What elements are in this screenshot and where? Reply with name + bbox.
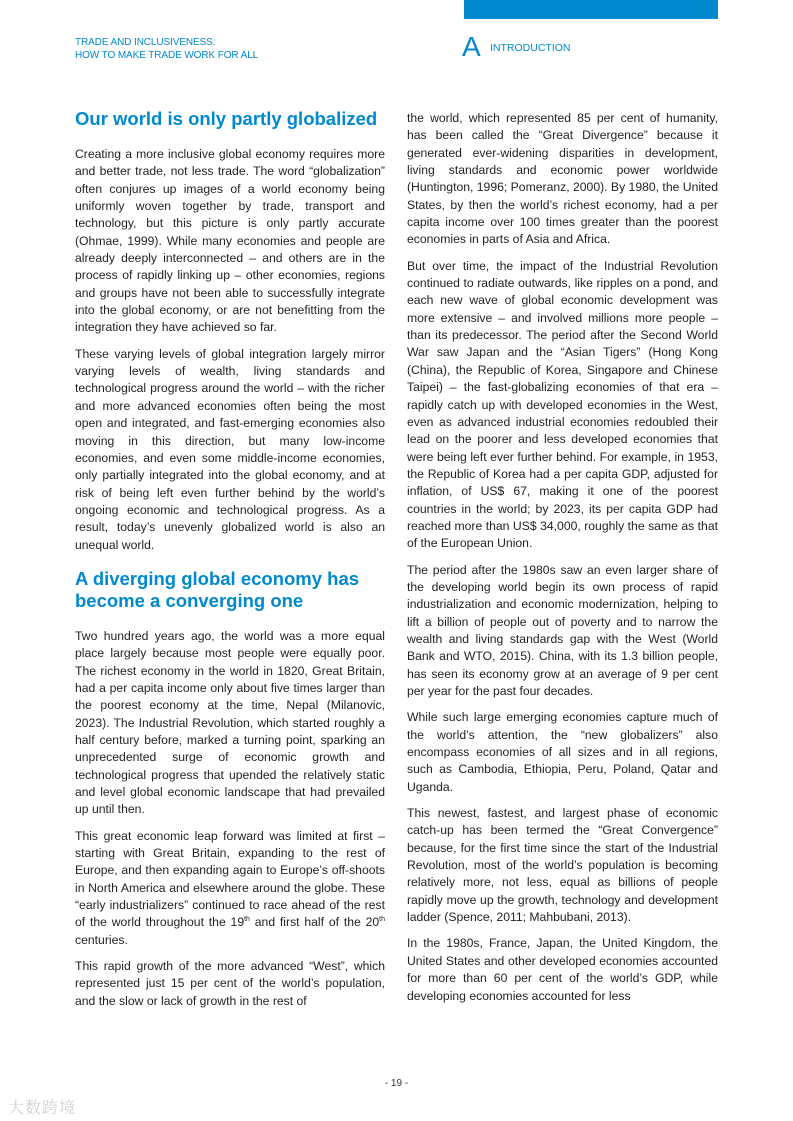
- report-title: [75, 37, 258, 62]
- superscript: th: [244, 916, 250, 924]
- right-column: [407, 110, 718, 1014]
- watermark-logo: 大数跨境: [8, 1100, 77, 1117]
- text-run: centuries.: [75, 932, 128, 947]
- paragraph: In the 1980s, France, Japan, the United Kingdom, the United States and other developed economies accounted for more than 60 per cent of the world’s GDP, while developing economies accounted for less: [407, 936, 718, 1003]
- paragraph: The period after the 1980s saw an even larger share of the developing world begin its own process of rapid industrialization and economic modernization, helping to lift a billion of people out of poverty and to narrow the wealth and living standards gap with the West (World Bank and WTO, 2015). China, with its 1.3 billion people, has seen its economy grow at an average of 9 per cent per year for the past four decades.: [407, 562, 718, 698]
- paragraph: [75, 828, 385, 949]
- paragraph: These varying levels of global integration largely mirror varying levels of wealth, living standards and technological progress around the world – with the richer and more advanced economies often being the most open and integrated, and fast-emerging economies also moving in this direction, but many low-income economies, and even some middle-income economies, only partially integrated into the global economy, and at risk of being left even further behind by the world’s ongoing economic and technological progress. As a result, today’s unevenly globalized world is also an unequal world.: [75, 346, 385, 552]
- superscript: th: [379, 916, 385, 924]
- paragraph: the world, which represented 85 per cent of humanity, has been called the “Great Divergence” because it generated ever-widening disparities in development, living standards and economic power worldwide (Huntington, 1996; Pomeranz, 2000). By 1980, the United States, by then the world’s richest economy, had a per capita income over 100 times greater than the poorest economies in parts of Asia and Africa.: [407, 111, 718, 247]
- report-title-line1: TRADE AND INCLUSIVENESS:: [75, 37, 216, 48]
- heading-diverging-economy: A diverging global economy has become a converging one: [75, 567, 360, 611]
- left-column: [75, 108, 385, 1019]
- paragraph: Creating a more inclusive global economy requires more and better trade, not less trade. The word “globalization” often conjures up images of a world economy being uniformly woven together by trade, transport and technology, but this picture is only partly accurate (Ohmae, 1999). While many economies and people are already deeply interconnected – and others are in the process of rapidly linking up – other economies, regions and groups have not been able to successfully integrate into the global economy, or are not benefitting from the integration they have achieved so far.: [75, 147, 385, 335]
- paragraph: This newest, fastest, and largest phase of economic catch-up has been termed the “Great Convergence” because, for the first time since the start of the Industrial Revolution, most of the world’s population is becoming relatively more, not less, equal as billions of people rapidly move up the growth, technology and development ladder (Spence, 2011; Mahbubani, 2013).: [407, 806, 718, 925]
- paragraph: Two hundred years ago, the world was a more equal place largely because most people were equally poor. The richest economy in the world in 1820, Great Britain, had a per capita income only about five times larger than the poorest economy at the time, Nepal (Milanovic, 2023). The Industrial Revolution, which started roughly a half century before, marked a turning point, sparking an unprecedented surge of economic growth and technological progress that upended the relatively static and level global economic landscape that had prevailed up until then.: [75, 628, 385, 817]
- paragraph: While such large emerging economies capture much of the world’s attention, the “new globalizers” also encompass economies of all sizes and in all regions, such as Cambodia, Ethiopia, Peru, Poland, Qatar and Uganda.: [407, 710, 718, 794]
- section-name: INTRODUCTION: [490, 42, 571, 54]
- text-run: This great economic leap forward was limited at first – starting with Great Britain, expanding to the rest of Europe, and then expanding again to Europe’s off-shoots in North America and elsewhere around the globe. These “early industrializers” continued to race ahead of the rest of the world throughout the 19: [75, 828, 385, 930]
- text-run: and first half of the 20: [249, 915, 380, 930]
- paragraph: This rapid growth of the more advanced “West”, which represented just 15 per cent of the world’s population, and the slow or lack of growth in the rest of: [75, 959, 385, 1008]
- paragraph: But over time, the impact of the Industrial Revolution continued to radiate outwards, like ripples on a pond, and each new wave of global economic development was more extensive – and involved millions more people – than its predecessor. The period after the Second World War saw Japan and the “Asian Tigers” (Hong Kong (China), the Republic of Korea, Singapore and Chinese Taipei) – the fast-globalizing economies of that era – rapidly catch up with developed economies in the West, even as advanced industrial economies redoubled their lead on the poorer and less developed economies that were being left ever further behind. For example, in 1953, the Republic of Korea had a per capita GDP, adjusted for inflation, of US$ 67, making it one of the poorest countries in the world; by 2023, its per capita GDP had reached more than US$ 34,000, roughly the same as that of the European Union.: [407, 258, 718, 551]
- section-letter: A: [462, 31, 481, 62]
- heading-partly-globalized: Our world is only partly globalized: [75, 108, 378, 129]
- report-title-line2: HOW TO MAKE TRADE WORK FOR ALL: [75, 49, 259, 61]
- page-number: - 19 -: [384, 1078, 409, 1089]
- header-accent-bar: [464, 0, 718, 19]
